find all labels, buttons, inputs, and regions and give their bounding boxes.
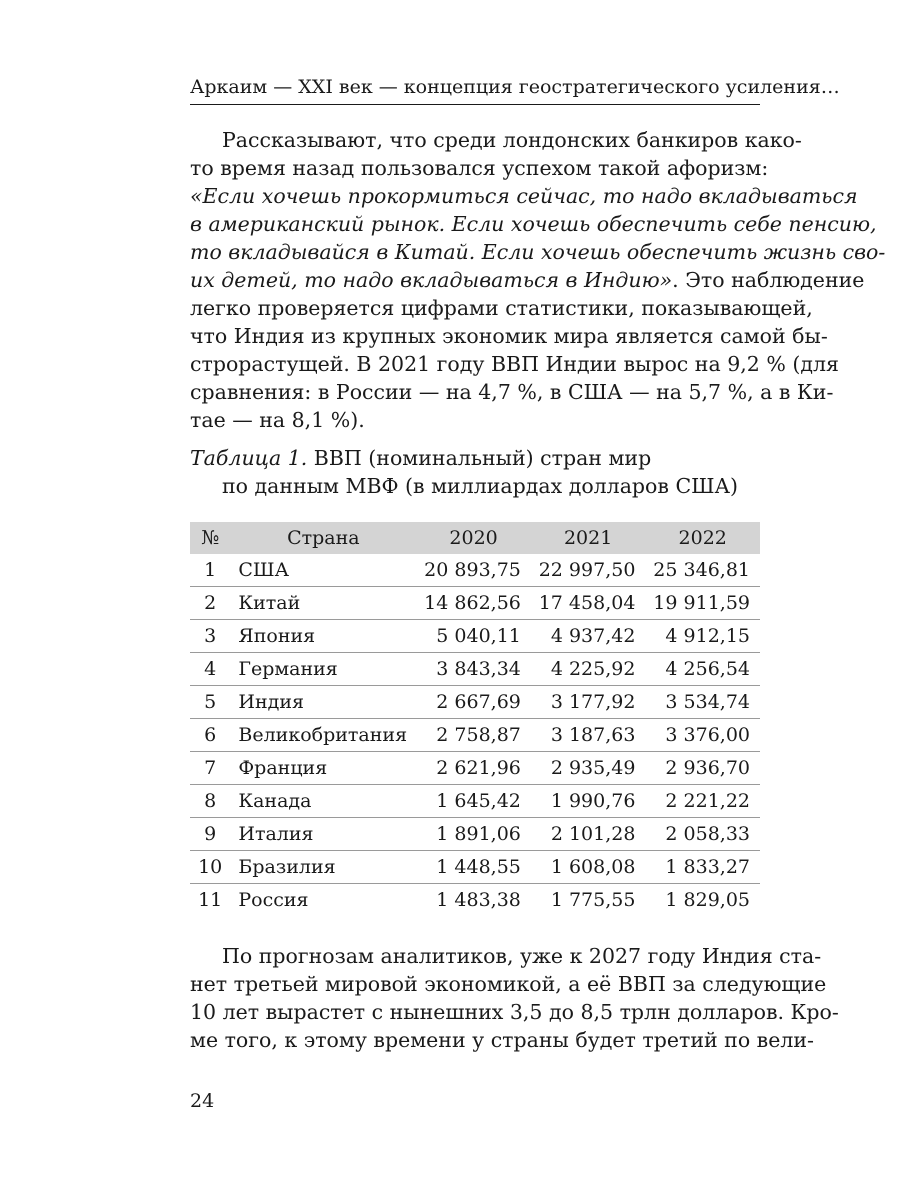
cell-2021: 17 458,04: [531, 587, 646, 620]
cell-number: 2: [190, 587, 230, 620]
table-row: [190, 719, 760, 752]
cell-country: Великобритания: [230, 719, 416, 752]
table-row: [190, 851, 760, 884]
cell-2020: 1 645,42: [416, 785, 531, 818]
table-row: [190, 653, 760, 686]
cell-number: 8: [190, 785, 230, 818]
cell-country: Италия: [230, 818, 416, 851]
cell-number: 11: [198, 889, 223, 911]
cell-country: Китай: [230, 587, 416, 620]
cell-country: Германия: [230, 653, 416, 686]
cell-2020: 5 040,11: [416, 620, 531, 653]
table-caption: [190, 444, 760, 500]
paragraph-1-line: то время назад пользовался успехом такой афоризм:: [190, 156, 769, 180]
table-row: [190, 785, 760, 818]
header-2020: 2020: [449, 527, 498, 549]
quote-tail: . Это наблюдение: [672, 268, 865, 292]
paragraph-1-line: строрастущей. В 2021 году ВВП Индии вырос на 9,2 % (для: [190, 352, 839, 376]
cell-number: 9: [190, 818, 230, 851]
cell-2020: 3 843,34: [416, 653, 531, 686]
cell-2021: 1 775,55: [550, 889, 636, 911]
paragraph-2: [190, 942, 839, 1054]
cell-2020: 1 448,55: [416, 851, 531, 884]
header-number: №: [201, 527, 220, 549]
cell-2021: 1 990,76: [531, 785, 646, 818]
quote-end: их детей, то надо вкладываться в Индию»: [190, 268, 673, 292]
paragraph-1-line: в американский рынок. Если хочешь обеспечить себе пенсию,: [190, 212, 877, 236]
page-number: 24: [190, 1090, 215, 1112]
paragraph-1-line: легко проверяется цифрами статистики, показывающей,: [190, 296, 813, 320]
cell-country: Франция: [230, 752, 416, 785]
paragraph-1-line: что Индия из крупных экономик мира является самой бы-: [190, 324, 828, 348]
cell-2021: 4 937,42: [531, 620, 646, 653]
paragraph-2-line: ме того, к этому времени у страны будет третий по вели-: [190, 1028, 814, 1052]
running-header: Аркаим — XXI век — концепция геостратегического усиления…: [190, 76, 840, 98]
paragraph-1-line-mixed: [190, 266, 865, 294]
cell-country: Япония: [230, 620, 416, 653]
cell-country: Канада: [230, 785, 416, 818]
cell-number: 10: [190, 851, 230, 884]
cell-number: 7: [190, 752, 230, 785]
cell-2022: 4 256,54: [645, 653, 760, 686]
cell-2022: 1 829,05: [665, 889, 750, 911]
table-header-row: [190, 522, 760, 554]
header-country: Страна: [287, 527, 360, 549]
cell-2020: 20 893,75: [416, 554, 531, 587]
cell-2020: 1 483,38: [436, 889, 521, 911]
cell-number: 3: [190, 620, 230, 653]
cell-country: Индия: [230, 686, 416, 719]
cell-2020: 1 891,06: [416, 818, 531, 851]
cell-number: 5: [190, 686, 230, 719]
cell-2022: 1 833,27: [645, 851, 760, 884]
paragraph-2-line: нет третьей мировой экономикой, а её ВВП за следующие: [190, 972, 827, 996]
cell-2020: 2 621,96: [416, 752, 531, 785]
header-rule: [190, 104, 760, 105]
cell-2022: 3 376,00: [645, 719, 760, 752]
table-caption-label: Таблица 1.: [190, 446, 308, 470]
table-row: [190, 686, 760, 719]
table-caption-title: ВВП (номинальный) стран мир: [307, 446, 652, 470]
table-row: [190, 884, 760, 917]
table-row: [190, 752, 760, 785]
paragraph-1-line: то вкладывайся в Китай. Если хочешь обеспечить жизнь сво-: [190, 240, 886, 264]
cell-2022: 19 911,59: [645, 587, 760, 620]
table-row: [190, 554, 760, 587]
cell-country: США: [230, 554, 416, 587]
header-2021: 2021: [563, 527, 613, 549]
cell-2021: 1 608,08: [531, 851, 646, 884]
cell-2020: 14 862,56: [416, 587, 531, 620]
paragraph-1: [190, 126, 886, 434]
cell-2022: 2 936,70: [645, 752, 760, 785]
header-2022: 2022: [678, 527, 727, 549]
cell-2021: 2 101,28: [531, 818, 646, 851]
cell-2020: 2 758,87: [416, 719, 531, 752]
table-row: [190, 818, 760, 851]
cell-country: Россия: [238, 889, 309, 911]
table-caption-line-1: [190, 444, 760, 472]
paragraph-2-line: 10 лет вырастет с нынешних 3,5 до 8,5 трлн долларов. Кро-: [190, 1000, 839, 1024]
paragraph-1-line: сравнения: в России — на 4,7 %, в США — на 5,7 %, а в Ки-: [190, 380, 834, 404]
table-row: [190, 587, 760, 620]
cell-2022: 2 221,22: [645, 785, 760, 818]
cell-2022: 4 912,15: [645, 620, 760, 653]
cell-2021: 2 935,49: [531, 752, 646, 785]
cell-2021: 4 225,92: [531, 653, 646, 686]
cell-2022: 3 534,74: [645, 686, 760, 719]
cell-2021: 3 177,92: [531, 686, 646, 719]
paragraph-1-line: тае — на 8,1 %).: [190, 408, 365, 432]
table-caption-line-2: по данным МВФ (в миллиардах долларов США): [222, 474, 739, 498]
paragraph-2-line: По прогнозам аналитиков, уже к 2027 году Индия ста-: [222, 944, 822, 968]
cell-number: 1: [190, 554, 230, 587]
cell-number: 6: [190, 719, 230, 752]
table-row: [190, 620, 760, 653]
cell-country: Бразилия: [230, 851, 416, 884]
cell-2022: 2 058,33: [645, 818, 760, 851]
paragraph-1-line: «Если хочешь прокормиться сейчас, то надо вкладываться: [190, 184, 858, 208]
gdp-table: [190, 522, 760, 916]
cell-2021: 22 997,50: [531, 554, 646, 587]
paragraph-1-line: Рассказывают, что среди лондонских банкиров како-: [222, 128, 802, 152]
cell-2021: 3 187,63: [531, 719, 646, 752]
cell-2020: 2 667,69: [416, 686, 531, 719]
cell-2022: 25 346,81: [645, 554, 760, 587]
cell-number: 4: [190, 653, 230, 686]
